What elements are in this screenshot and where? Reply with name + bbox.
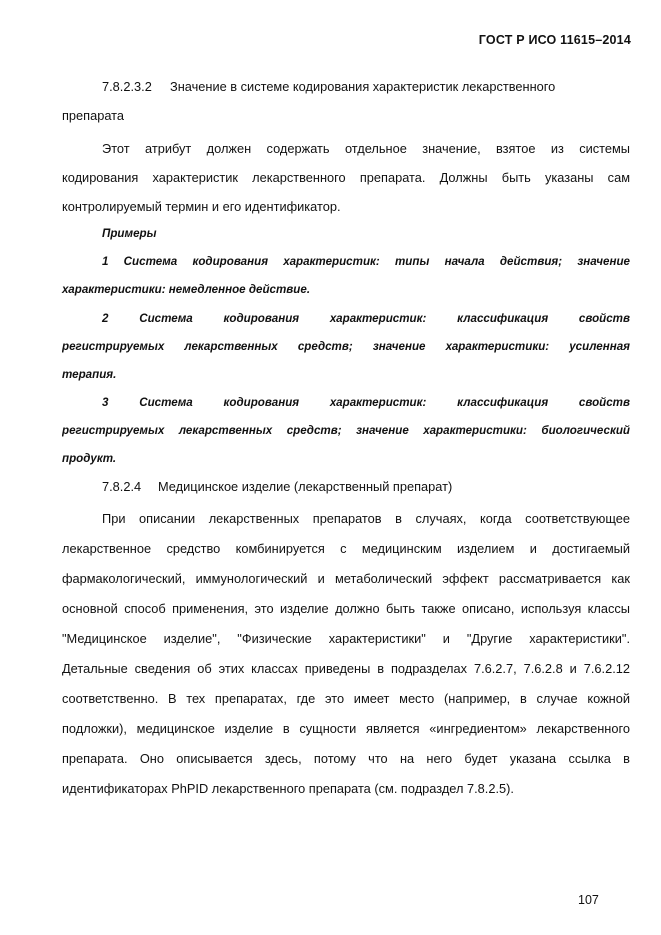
example-line: продукт.	[62, 452, 117, 465]
example-line: регистрируемых лекарственных средств; значение характеристики: усиленная	[62, 340, 630, 353]
example-line: характеристики: немедленное действие.	[62, 283, 311, 296]
paragraph-line: При описании лекарственных препаратов в случаях, когда соответствующее	[102, 511, 630, 526]
section-title-continuation: препарата	[62, 108, 124, 123]
paragraph-line: фармакологический, иммунологический и метаболический эффект рассматривается как	[62, 571, 630, 586]
page-number: 107	[578, 893, 599, 907]
paragraph-line: кодирования характеристик лекарственного препарата. Должны быть указаны сам	[62, 170, 630, 185]
section-title: Медицинское изделие (лекарственный препарат)	[158, 479, 453, 494]
paragraph-line: "Медицинское изделие", "Физические характеристики" и "Другие характеристики".	[62, 631, 630, 646]
section-heading	[62, 476, 630, 508]
paragraph-line: соответственно. В тех препаратах, где это имеет место (например, в случае кожной	[62, 691, 630, 706]
paragraph-line: подложки), медицинское изделие в сущности является «ингредиентом» лекарственного	[62, 721, 630, 736]
example-line: регистрируемых лекарственных средств; значение характеристики: биологический	[62, 424, 630, 437]
paragraph-line: идентификаторах PhPID лекарственного препарата (см. подраздел 7.8.2.5).	[62, 781, 514, 796]
example-line: 2 Система кодирования характеристик: классификация свойств	[102, 312, 630, 325]
paragraph-line: Этот атрибут должен содержать отдельное значение, взятое из системы	[102, 141, 630, 156]
section-heading	[62, 76, 630, 105]
paragraph-line: лекарственное средство комбинируется с медицинским изделием и достигаемый	[62, 541, 630, 556]
paragraph-line: Детальные сведения об этих классах приведены в подразделах 7.6.2.7, 7.6.2.8 и 7.6.2.12	[62, 661, 630, 676]
page-body	[62, 76, 630, 808]
example-line: 1 Система кодирования характеристик: типы начала действия; значение	[102, 255, 630, 268]
section-title: Значение в системе кодирования характеристик лекарственного	[170, 79, 556, 94]
document-header: ГОСТ Р ИСО 11615–2014	[478, 33, 631, 47]
paragraph-line: основной способ применения, это изделие должно быть также описано, используя классы	[62, 601, 630, 616]
examples-heading: Примеры	[102, 227, 157, 240]
example-line: терапия.	[62, 368, 117, 381]
section-number: 7.8.2.3.2	[102, 79, 152, 94]
example-line: 3 Система кодирования характеристик: классификация свойств	[102, 396, 630, 409]
paragraph-line: контролируемый термин и его идентификатор.	[62, 199, 341, 214]
section-number: 7.8.2.4	[102, 479, 142, 494]
paragraph-line: препарата. Оно описывается здесь, потому что на него будет указана ссылка в	[62, 751, 630, 766]
